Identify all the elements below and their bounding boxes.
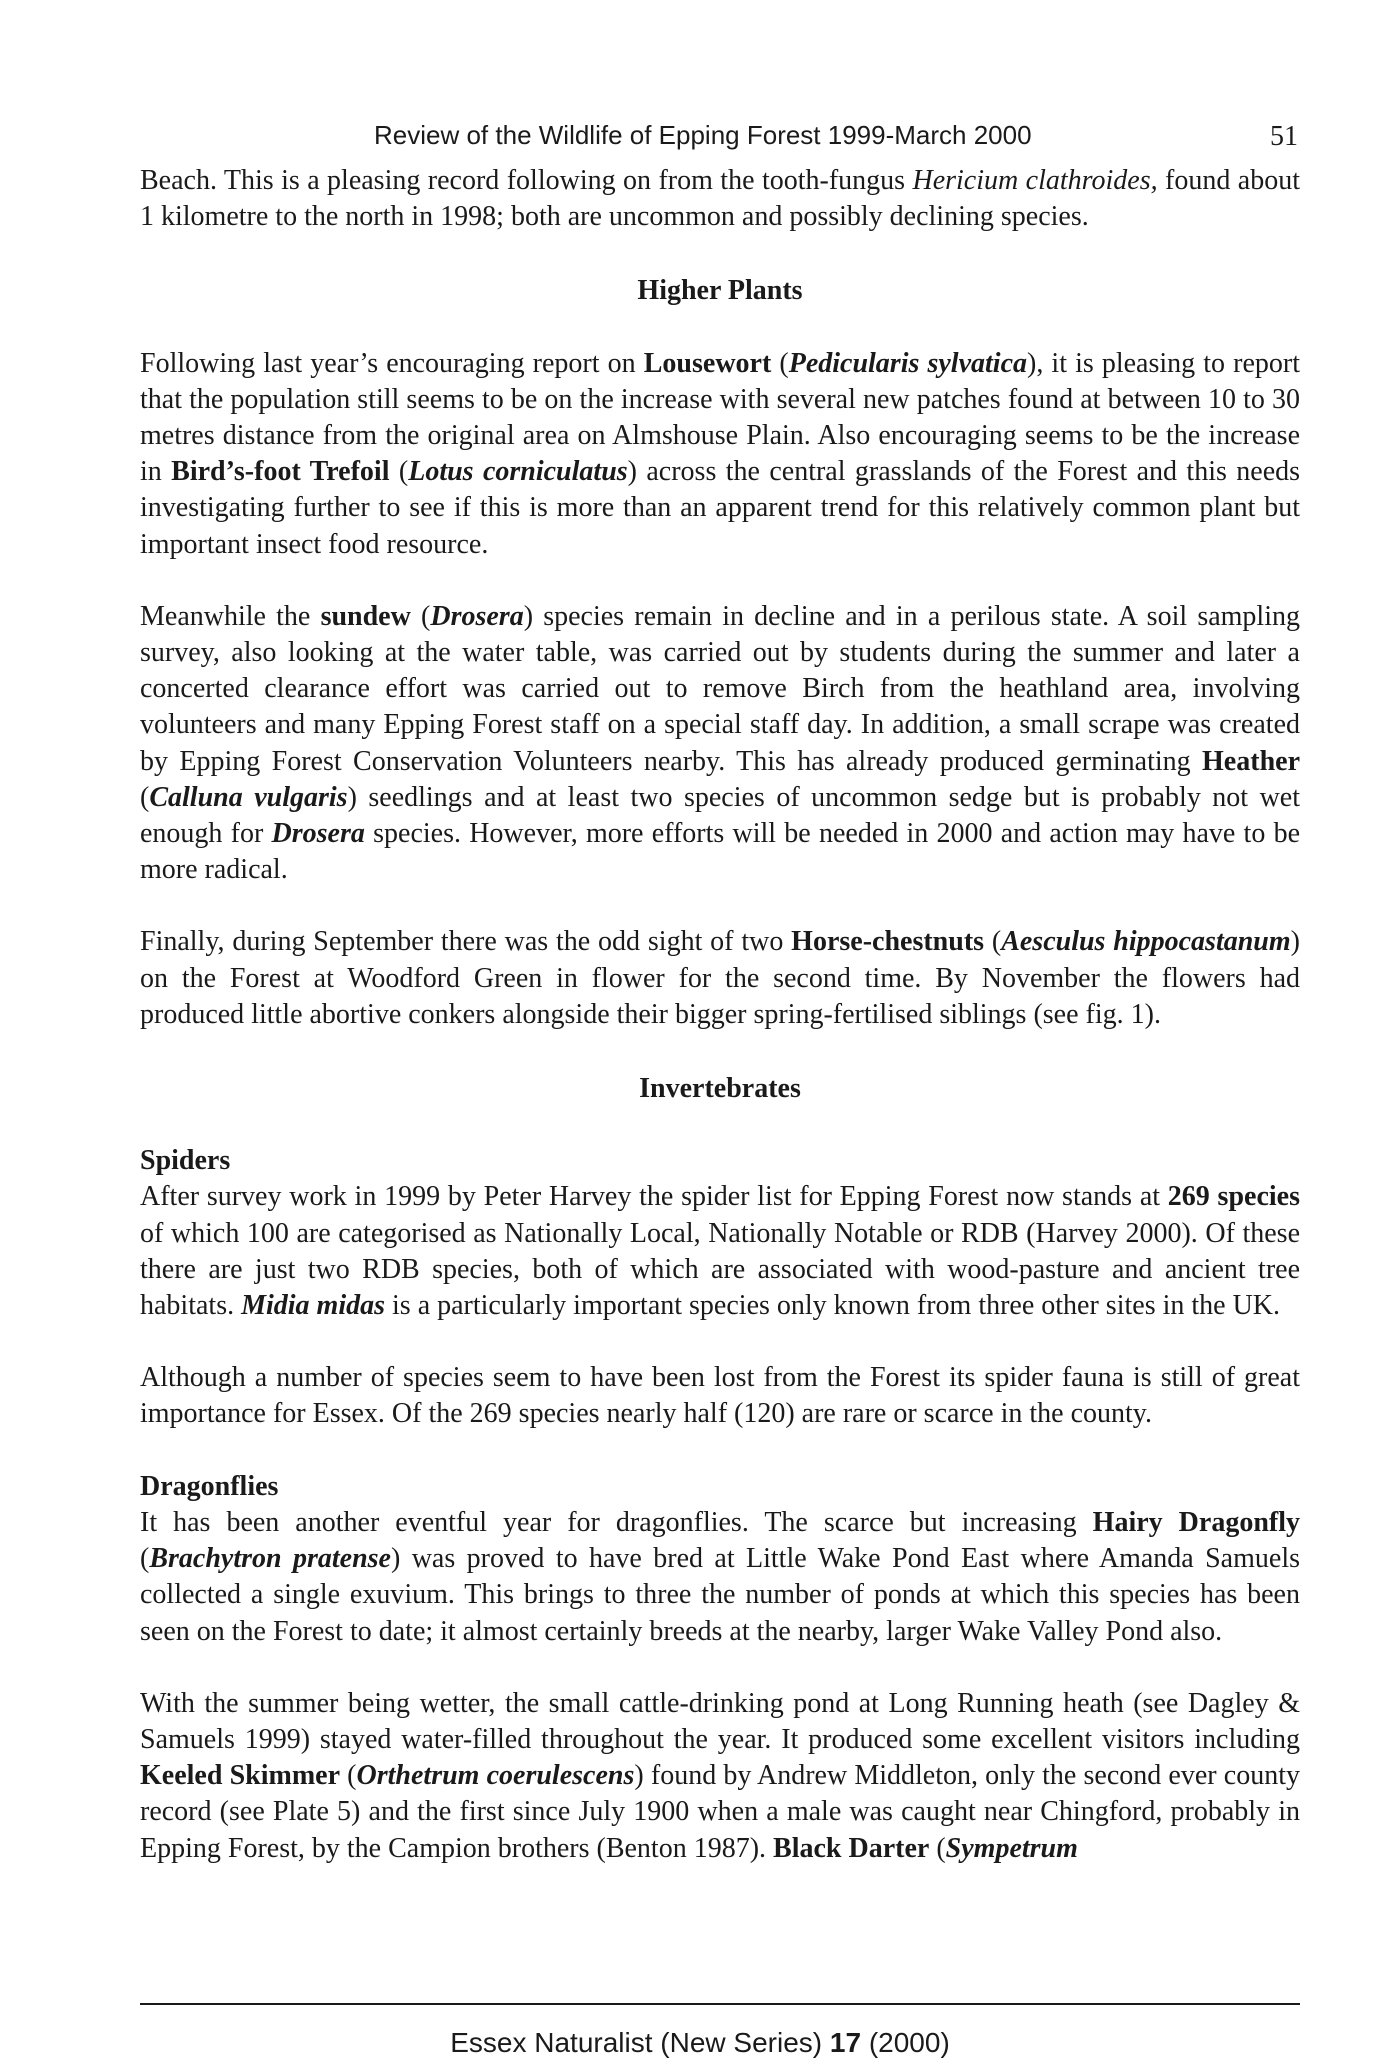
species-latin-name: Brachytron pratense [149,1543,391,1575]
volume-number: 17 [829,2027,862,2058]
species-name: Hericium clathroides, [912,165,1158,196]
paragraph-spiders-2: Although a number of species seem to have been lost from the Forest its spider fauna is still of great importance for Essex. Of the 269 species nearly half (120) are rare or scarce in the county. [140,1362,1300,1430]
species-latin-name: Pedicularis sylvatica [788,347,1027,379]
species-count: 269 species [1167,1181,1300,1213]
species-common-name: Horse-chestnuts [791,926,985,958]
species-latin-name: Orthetrum coerulescens [356,1760,635,1792]
species-latin-name: Calluna vulgaris [149,781,348,813]
publication-year: (2000) [861,2027,950,2058]
section-heading-higher-plants: Higher Plants [637,275,803,307]
paragraph-spiders-1: After survey work in 1999 by Peter Harvey the spider list for Epping Forest now stands at 269 species of which 100 are categorised as Nationally Local, Nationally Notable or RDB (Harvey 2000). Of these there are just two RDB species, both of which are associated with wood-pasture and ancient tree habitats. Midia midas is a particularly important species only known from three other sites in the UK. [140,1181,1300,1322]
species-common-name: Black Darter [773,1832,930,1864]
section-heading-invertebrates: Invertebrates [639,1073,801,1105]
intro-paragraph: Beach. This is a pleasing record following on from the tooth-fungus Hericium clathroides, found about 1 kilometre to the north in 1998; both are uncommon and possibly declining species. [140,165,1301,233]
species-latin-name: Midia midas [241,1290,386,1322]
article-body [140,163,1300,1867]
footer-rule [140,2003,1300,2005]
subheading-spiders: Spiders [140,1145,231,1177]
page-number: 51 [1270,121,1298,152]
subheading-dragonflies: Dragonflies [140,1470,279,1502]
species-common-name: Lousewort [643,347,772,379]
paragraph-lousewort: Following last year’s encouraging report on Lousewort (Pedicularis sylvatica), it is pleasing to report that the population still seems to be on the increase with several new patches found at between 10 to 30 metres distance from the original area on Almshouse Plain. Also encouraging seems to be the increase in Bird’s-foot Trefoil (Lotus corniculatus) across the central grasslands of the Forest and this needs investigating further to see if this is more than an apparent trend for this relatively common plant but important insect food resource. [140,347,1301,560]
running-header: Review of the Wildlife of Epping Forest 1999-March 2000 [374,120,1032,150]
species-common-name: Hairy Dragonfly [1092,1506,1300,1538]
species-latin-name: Drosera [430,600,524,632]
species-latin-name: Sympetrum [945,1832,1078,1864]
paragraph-dragonflies-2: With the summer being wetter, the small cattle-drinking pond at Long Running heath (see Dagley & Samuels 1999) stayed water-filled throughout the year. It produced some excellent visitors including Keeled Skimmer (Orthetrum coerulescens) found by Andrew Middleton, only the second ever county record (see Plate 5) and the first since July 1900 when a male was caught near Chingford, probably in Epping Forest, by the Campion brothers (Benton 1987). Black Darter (Sympetrum [140,1687,1300,1864]
paragraph-dragonflies-1: It has been another eventful year for dragonflies. The scarce but increasing Hairy Dragonfly (Brachytron pratense) was proved to have bred at Little Wake Pond East where Amanda Samuels collected a single exuvium. This brings to three the number of ponds at which this species has been seen on the Forest to date; it almost certainly breeds at the nearby, larger Wake Valley Pond also. [140,1506,1300,1647]
species-latin-name: Drosera [271,818,365,850]
page-footer [400,2027,1000,2059]
species-common-name: Bird’s-foot Trefoil [171,456,390,488]
species-common-name: Keeled Skimmer [140,1760,341,1792]
journal-title: Essex Naturalist (New Series) [450,2027,830,2058]
species-latin-name: Lotus corniculatus [408,456,628,488]
paragraph-horse-chestnut: Finally, during September there was the odd sight of two Horse-chestnuts (Aesculus hippocastanum) on the Forest at Woodford Green in flower for the second time. By November the flowers had produced little abortive conkers alongside their bigger spring-fertilised siblings (see fig. 1). [140,926,1300,1030]
paragraph-sundew: Meanwhile the sundew (Drosera) species remain in decline and in a perilous state. A soil sampling survey, also looking at the water table, was carried out by students during the summer and later a concerted clearance effort was carried out to remove Birch from the heathland area, involving volunteers and many Epping Forest staff on a special staff day. In addition, a small scrape was created by Epping Forest Conservation Volunteers nearby. This has already produced germinating Heather (Calluna vulgaris) seedlings and at least two species of uncommon sedge but is probably not wet enough for Drosera species. However, more efforts will be needed in 2000 and action may have to be more radical. [140,600,1301,886]
species-common-name: sundew [320,600,411,632]
species-latin-name: Aesculus hippocastanum [1001,926,1291,958]
species-common-name: Heather [1202,745,1300,777]
